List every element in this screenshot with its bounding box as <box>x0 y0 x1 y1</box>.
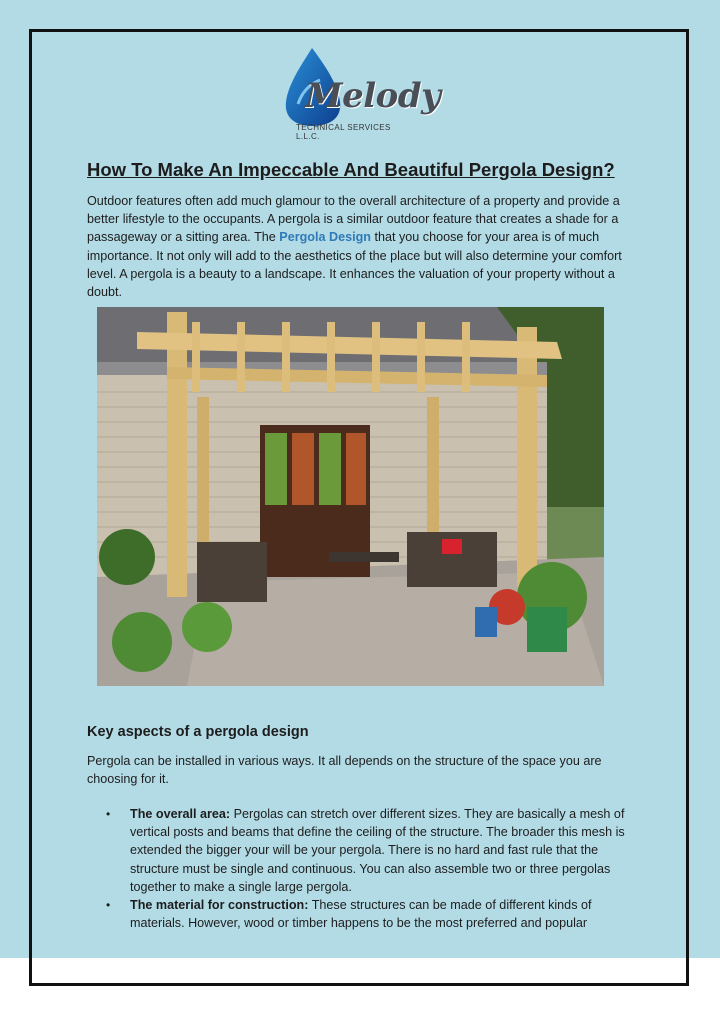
article-title: How To Make An Impeccable And Beautiful Pergola Design? <box>87 159 615 180</box>
logo-subtitle: TECHNICAL SERVICES L.L.C. <box>296 123 391 141</box>
list-item <box>87 896 639 932</box>
bullet-text: These structures can be made of different kinds of materials. However, wood or timber happens to be the most preferred and popular <box>130 898 592 931</box>
bullet-term: The material for construction: <box>130 898 309 913</box>
aspects-list <box>87 805 639 932</box>
list-item <box>87 805 639 896</box>
intro-text-2: that you choose for your area is of much importance. It not only will add to the aesthetics of the place but will also determine your comfort level. A pergola is a beauty to a landscape. It enhances the valuation of your property without a doubt. <box>87 230 622 300</box>
pergola-design-link[interactable]: Pergola Design <box>279 230 371 245</box>
logo-wordmark: Melody <box>305 76 441 116</box>
intro-paragraph <box>87 192 639 301</box>
bullet-marker: • <box>106 807 111 821</box>
intro-text-1: Outdoor features often add much glamour to the overall architecture of a property and provide a better lifestyle to the occupants. A pergola is a similar outdoor feature that creates a shade for a passageway or a sitting area. The <box>87 194 620 245</box>
section-heading: Key aspects of a pergola design <box>87 724 309 740</box>
bullet-marker: • <box>106 898 111 913</box>
section-intro: Pergola can be installed in various ways. It all depends on the structure of the space you are choosing for it. <box>87 754 602 787</box>
pergola-photo <box>97 307 604 686</box>
bullet-text: Pergolas can stretch over different sizes. They are basically a mesh of vertical posts and beams that define the ceiling of the structure. The broader this mesh is extended the bigger your will be your pergola. There is no hard and fast rule that the structure must be single and continuous. You can also assemble two or three pergolas together to make a single large pergola. <box>130 807 625 894</box>
bullet-term: The overall area: <box>130 807 231 821</box>
